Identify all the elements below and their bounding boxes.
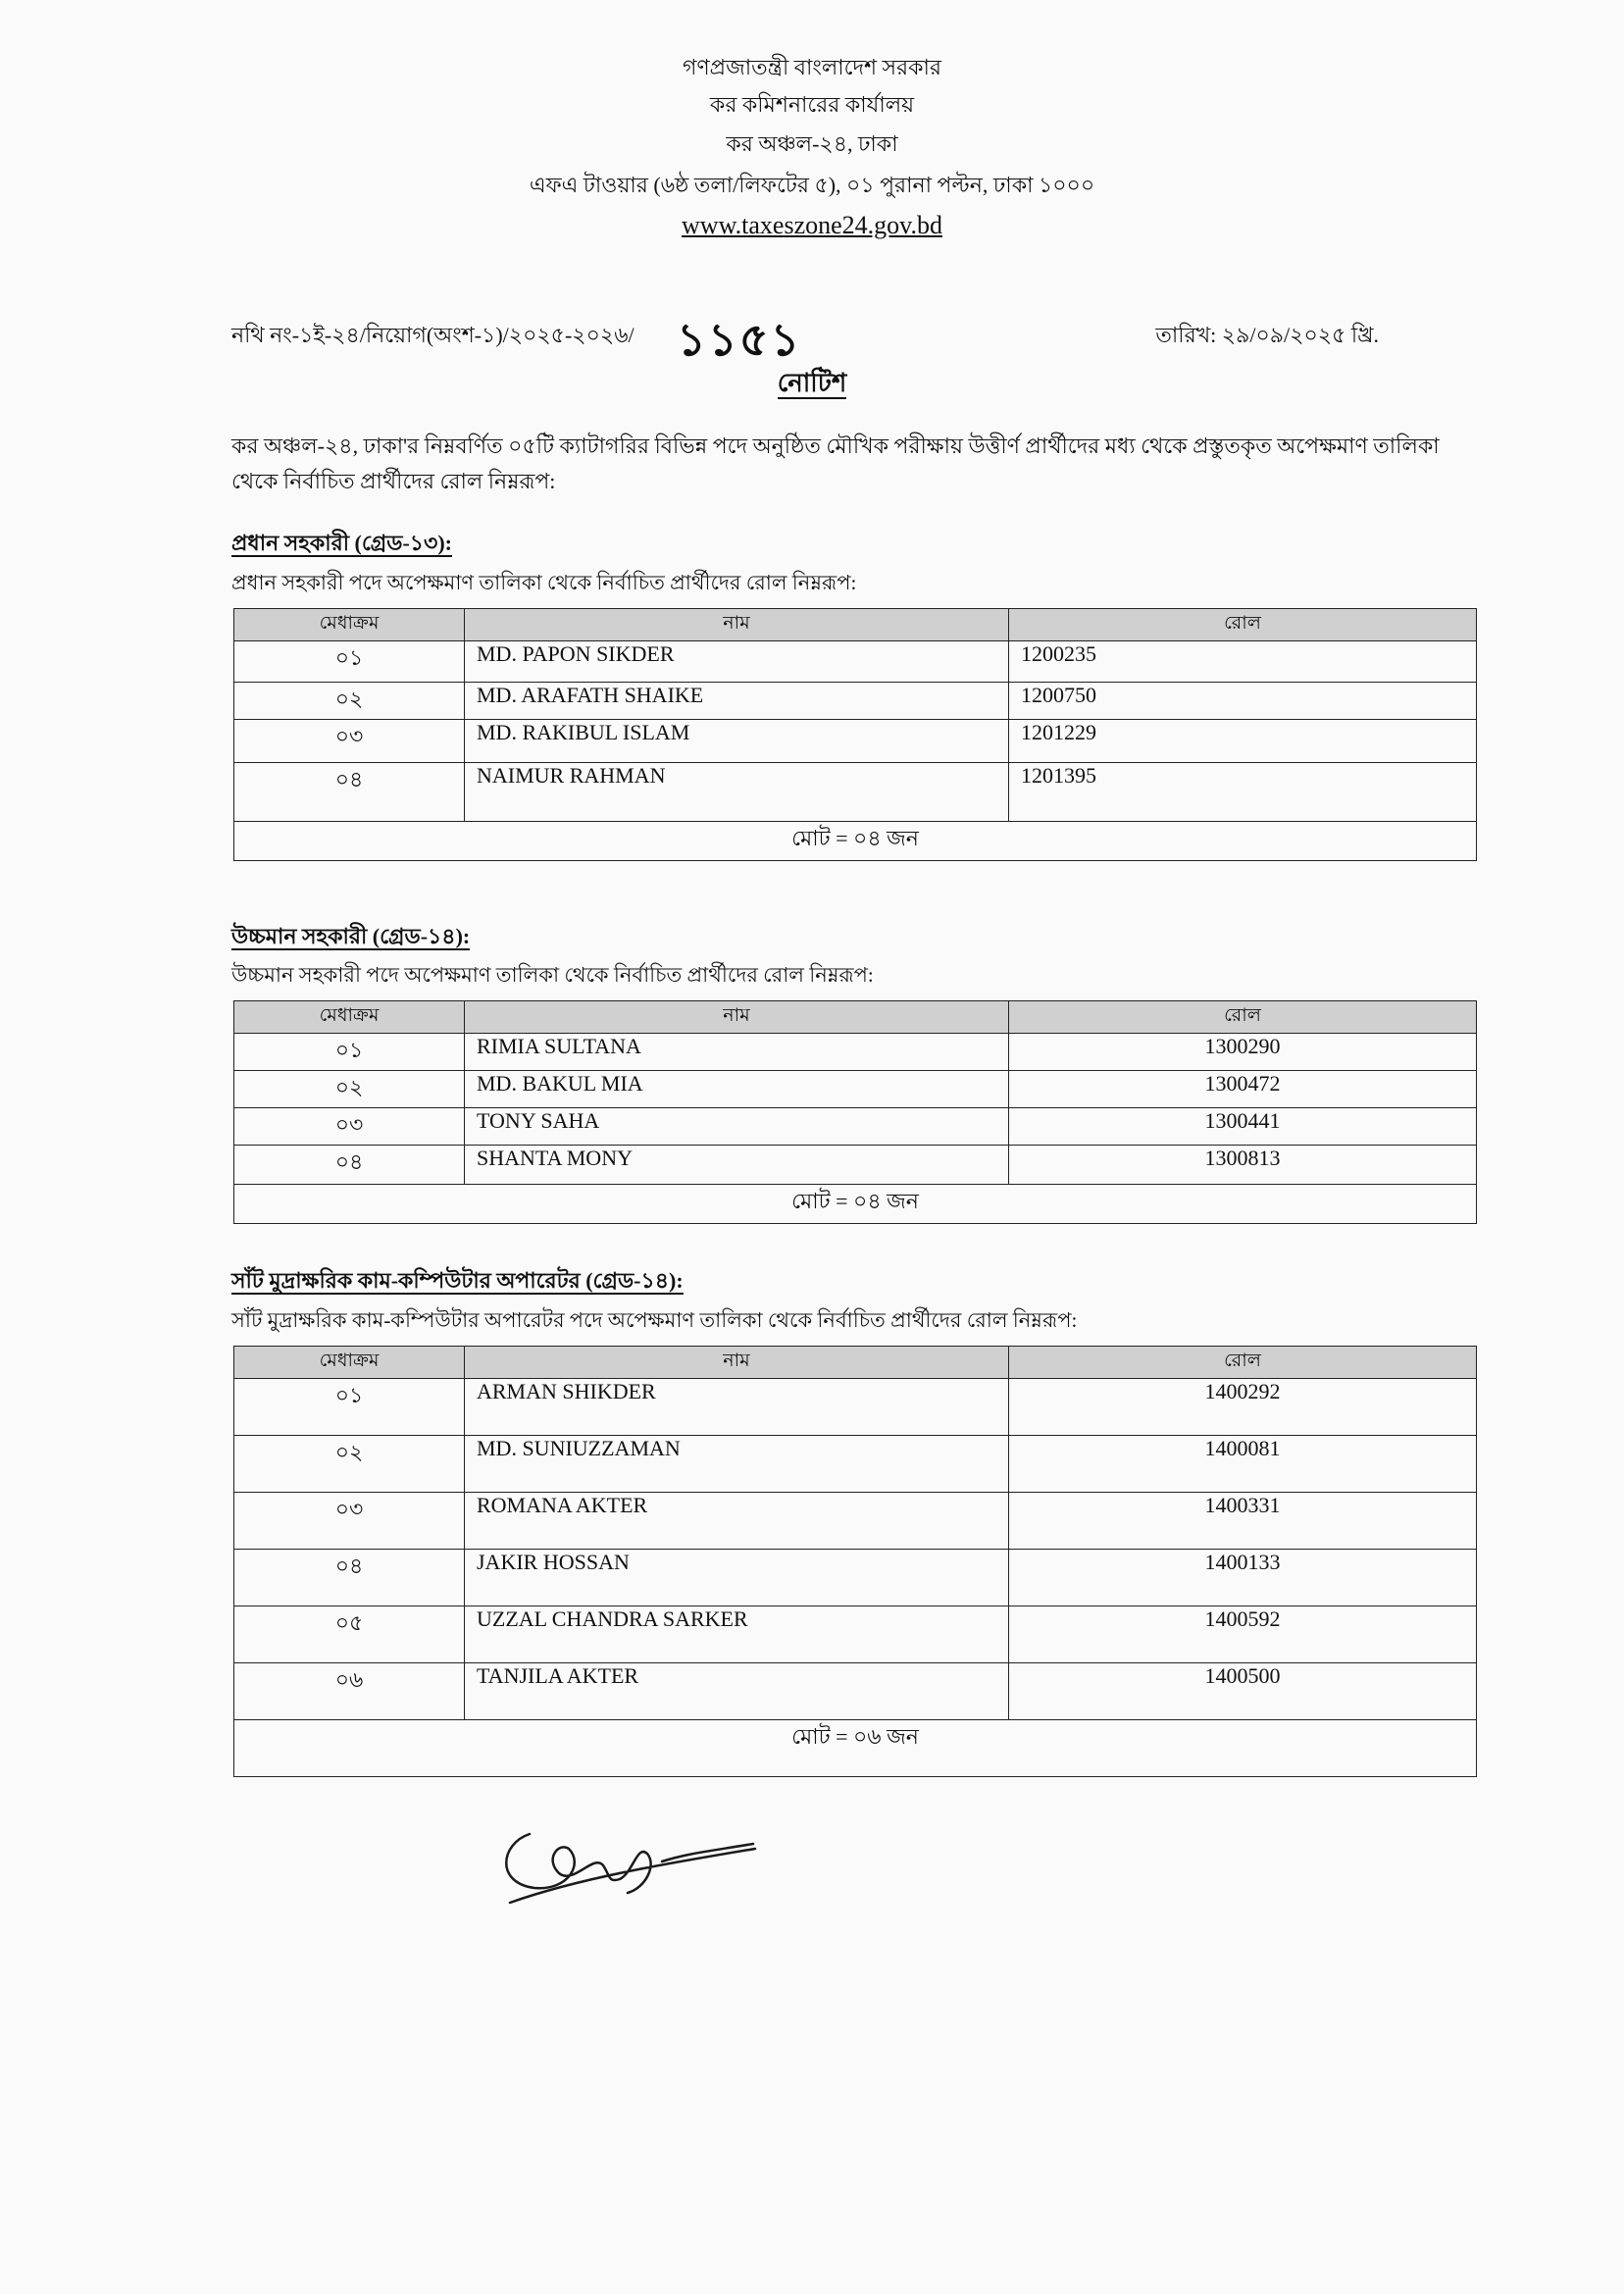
roll-cell: 1300441 (1009, 1108, 1477, 1146)
table-head-assistant (233, 608, 1477, 861)
table-row (234, 641, 1477, 683)
table-total-row (234, 1185, 1477, 1224)
roll-cell: 1400500 (1009, 1663, 1477, 1720)
total-cell: মোট = ০৪ জন (234, 822, 1477, 861)
roll-cell: 1400592 (1009, 1606, 1477, 1663)
section-desc-upper-assistant: উচ্চমান সহকারী পদে অপেক্ষমাণ তালিকা থেকে নির্বাচিত প্রার্থীদের রোল নিম্নরূপ: (231, 963, 874, 987)
table-row (234, 763, 1477, 822)
roll-cell: 1300290 (1009, 1034, 1477, 1071)
table-stenographer (233, 1346, 1477, 1777)
roll-cell: 1300813 (1009, 1146, 1477, 1185)
memo-date: তারিখ: ২৯/০৯/২০২৫ খ্রি. (1155, 323, 1379, 347)
gov-name: গণপ্রজাতন্ত্রী বাংলাদেশ সরকার (682, 55, 942, 79)
merit-cell: ০৪ (234, 1146, 465, 1185)
memo-reference: নথি নং-১ই-২৪/নিয়োগ(অংশ-১)/২০২৫-২০২৬/ (231, 323, 634, 347)
table-row (234, 1663, 1477, 1720)
name-cell: RIMIA SULTANA (465, 1034, 1009, 1071)
signature (490, 1805, 765, 1912)
name-cell: TONY SAHA (465, 1108, 1009, 1146)
table-row (234, 1379, 1477, 1436)
table-row (234, 1071, 1477, 1108)
roll-cell: 1201395 (1009, 763, 1477, 822)
section-title-stenographer: সাঁট মুদ্রাক্ষরিক কাম-কম্পিউটার অপারেটর (গ্রেড-১৪): (231, 1268, 684, 1293)
table-row (234, 1034, 1477, 1071)
name-cell: JAKIR HOSSAN (465, 1550, 1009, 1606)
section-desc-stenographer: সাঁট মুদ্রাক্ষরিক কাম-কম্পিউটার অপারেটর পদে অপেক্ষমাণ তালিকা থেকে নির্বাচিত প্রার্থীদের রোল নিম্নরূপ: (231, 1308, 1078, 1332)
merit-cell: ০১ (234, 641, 465, 683)
zone-name: কর অঞ্চল-২৪, ঢাকা (726, 131, 898, 156)
col-name: নাম (465, 1347, 1009, 1379)
table-row (234, 1550, 1477, 1606)
name-cell: ARMAN SHIKDER (465, 1379, 1009, 1436)
table-header-row (234, 1001, 1477, 1034)
col-merit: মেধাক্রম (234, 1001, 465, 1034)
total-cell: মোট = ০৬ জন (234, 1720, 1477, 1777)
notice-title: নোটিশ (777, 369, 847, 397)
merit-cell: ০২ (234, 1071, 465, 1108)
merit-cell: ০৩ (234, 1108, 465, 1146)
table-row (234, 1606, 1477, 1663)
section-title-head-assistant: প্রধান সহকারী (গ্রেড-১৩): (231, 531, 453, 555)
merit-cell: ০৬ (234, 1663, 465, 1720)
merit-cell: ০২ (234, 683, 465, 720)
office-name: কর কমিশনারের কার্যালয় (709, 92, 915, 117)
name-cell: TANJILA AKTER (465, 1663, 1009, 1720)
merit-cell: ০৪ (234, 763, 465, 822)
website-link[interactable]: www.taxeszone24.gov.bd (682, 211, 942, 239)
roll-cell: 1400331 (1009, 1493, 1477, 1550)
col-merit: মেধাক্রম (234, 1347, 465, 1379)
col-roll: রোল (1009, 1347, 1477, 1379)
table-row (234, 683, 1477, 720)
total-cell: মোট = ০৪ জন (234, 1185, 1477, 1224)
col-roll: রোল (1009, 1001, 1477, 1034)
memo-number: ১১৫১ (677, 313, 802, 366)
table-total-row (234, 1720, 1477, 1777)
table-row (234, 1493, 1477, 1550)
table-total-row (234, 822, 1477, 861)
name-cell: MD. RAKIBUL ISLAM (465, 720, 1009, 763)
name-cell: MD. PAPON SIKDER (465, 641, 1009, 683)
merit-cell: ০৩ (234, 720, 465, 763)
section-title-upper-assistant: উচ্চমান সহকারী (গ্রেড-১৪): (231, 924, 471, 948)
col-name: নাম (465, 1001, 1009, 1034)
table-header-row (234, 609, 1477, 641)
col-merit: মেধাক্রম (234, 609, 465, 641)
merit-cell: ০১ (234, 1379, 465, 1436)
roll-cell: 1200235 (1009, 641, 1477, 683)
office-address: এফএ টাওয়ার (৬ষ্ঠ তলা/লিফটের ৫), ০১ পুরানা পল্টন, ঢাকা ১০০০ (529, 173, 1095, 197)
table-header-row (234, 1347, 1477, 1379)
table-upper-assistant (233, 1000, 1477, 1224)
col-roll: রোল (1009, 609, 1477, 641)
name-cell: NAIMUR RAHMAN (465, 763, 1009, 822)
name-cell: MD. BAKUL MIA (465, 1071, 1009, 1108)
merit-cell: ০৪ (234, 1550, 465, 1606)
merit-cell: ০২ (234, 1436, 465, 1493)
section-desc-head-assistant: প্রধান সহকারী পদে অপেক্ষমাণ তালিকা থেকে নির্বাচিত প্রার্থীদের রোল নিম্নরূপ: (231, 571, 857, 594)
col-name: নাম (465, 609, 1009, 641)
roll-cell: 1201229 (1009, 720, 1477, 763)
table-row (234, 720, 1477, 763)
roll-cell: 1400133 (1009, 1550, 1477, 1606)
roll-cell: 1200750 (1009, 683, 1477, 720)
name-cell: UZZAL CHANDRA SARKER (465, 1606, 1009, 1663)
name-cell: MD. SUNIUZZAMAN (465, 1436, 1009, 1493)
table-row (234, 1108, 1477, 1146)
notice-intro: কর অঞ্চল-২৪, ঢাকা'র নিম্নবর্ণিত ০৫টি ক্যাটাগরির বিভিন্ন পদে অনুষ্ঠিত মৌখিক পরীক্ষায় উত্তীর্ণ প্রার্থীদের মধ্য থেকে প্রস্তুতকৃত অপেক্ষমাণ তালিকা থেকে নির্বাচিত প্রার্থীদের রোল নিম্নরূপ: (231, 433, 1440, 493)
name-cell: MD. ARAFATH SHAIKE (465, 683, 1009, 720)
roll-cell: 1300472 (1009, 1071, 1477, 1108)
table-row (234, 1146, 1477, 1185)
roll-cell: 1400081 (1009, 1436, 1477, 1493)
roll-cell: 1400292 (1009, 1379, 1477, 1436)
name-cell: ROMANA AKTER (465, 1493, 1009, 1550)
merit-cell: ০৫ (234, 1606, 465, 1663)
merit-cell: ০৩ (234, 1493, 465, 1550)
merit-cell: ০১ (234, 1034, 465, 1071)
name-cell: SHANTA MONY (465, 1146, 1009, 1185)
table-row (234, 1436, 1477, 1493)
